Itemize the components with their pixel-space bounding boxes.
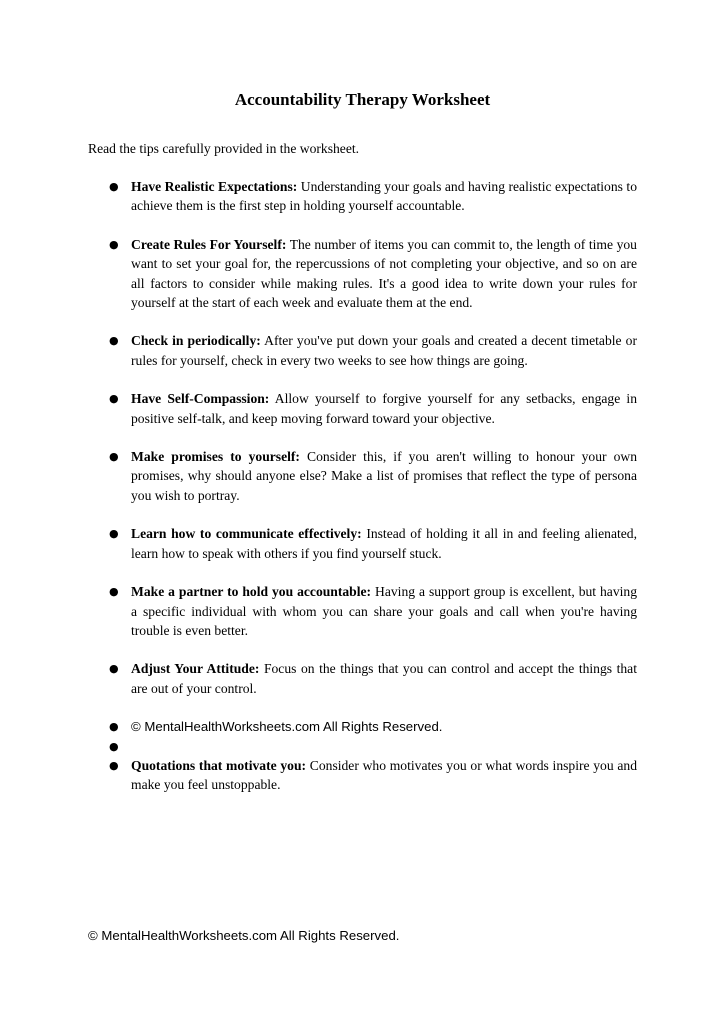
tip-item [109,756,637,795]
bullet-icon: ● [109,662,119,676]
intro-text: Read the tips carefully provided in the worksheet. [88,141,360,156]
bullet-icon: ● [109,450,119,464]
tip-item [109,447,637,505]
tip-heading: Check in periodically: [131,333,261,349]
tip-item [109,331,637,370]
tip-heading: Quotations that motivate you: [131,757,307,773]
tip-heading: Make a partner to hold you accountable: [131,584,372,600]
tip-heading: Adjust Your Attitude: [131,661,260,677]
bullet-icon: ● [109,758,119,772]
bullet-icon: ● [109,237,119,251]
tip-item [109,389,637,428]
bullet-icon: ● [109,720,119,734]
tip-heading: Make promises to yourself: [131,449,300,465]
bullet-icon: ● [109,334,119,348]
bullet-icon: ● [109,527,119,541]
tip-text: Allow yourself to forgive yourself for any setbacks, engage in positive self-talk, and keep moving forward toward your objective. [131,391,637,426]
tips-list [109,177,638,814]
tip-text: Having a support group is excellent, but having a specific individual with whom you can share your goals and call when you're having trouble is even better. [131,584,637,638]
tip-item [109,582,637,640]
tip-heading: Learn how to communicate effectively: [131,526,362,542]
empty-list-item [109,737,637,756]
bullet-icon: ● [109,180,119,193]
bullet-icon: ● [109,585,119,599]
tip-text: After you've put down your goals and created a decent timetable or rules for yourself, check in every two weeks to see how things are going. [131,333,637,368]
inline-copyright: © MentalHealthWorksheets.com All Rights Reserved. [131,719,443,735]
tip-text: Focus on the things that you can control and accept the things that are out of your control. [131,661,637,696]
inline-copyright-item [109,717,637,736]
tip-text: The number of items you can commit to, the length of time you want to set your goal for, the repercussions of not completing your objective, and so on are all factors to consider while making rules. It's a good idea to write down your rules for yourself at the start of each week and evaluate them at the end. [131,236,637,311]
bullet-icon: ● [109,739,119,753]
tip-item [109,177,637,216]
tip-heading: Create Rules For Yourself: [131,236,287,252]
tip-item [109,659,637,698]
tip-text: Understanding your goals and having realistic expectations to achieve them is the first step in holding yourself accountable. [131,179,637,214]
tip-text: Instead of holding it all in and feeling alienated, learn how to speak with others if you find yourself stuck. [131,526,638,561]
tip-item [109,524,638,563]
tip-text: Consider this, if you aren't willing to honour your own promises, why should anyone else? Make a list of promises that reflect the type of persona you wish to portray. [131,449,637,503]
page-title: Accountability Therapy Worksheet [234,90,491,109]
footer-copyright: © MentalHealthWorksheets.com All Rights Reserved. [88,928,400,943]
tip-heading: Have Self-Compassion: [131,391,270,407]
tip-text: Consider who motivates you or what words inspire you and make you feel unstoppable. [131,757,637,793]
tip-heading: Have Realistic Expectations: [131,179,298,194]
tip-item [109,235,637,313]
bullet-icon: ● [109,392,119,406]
